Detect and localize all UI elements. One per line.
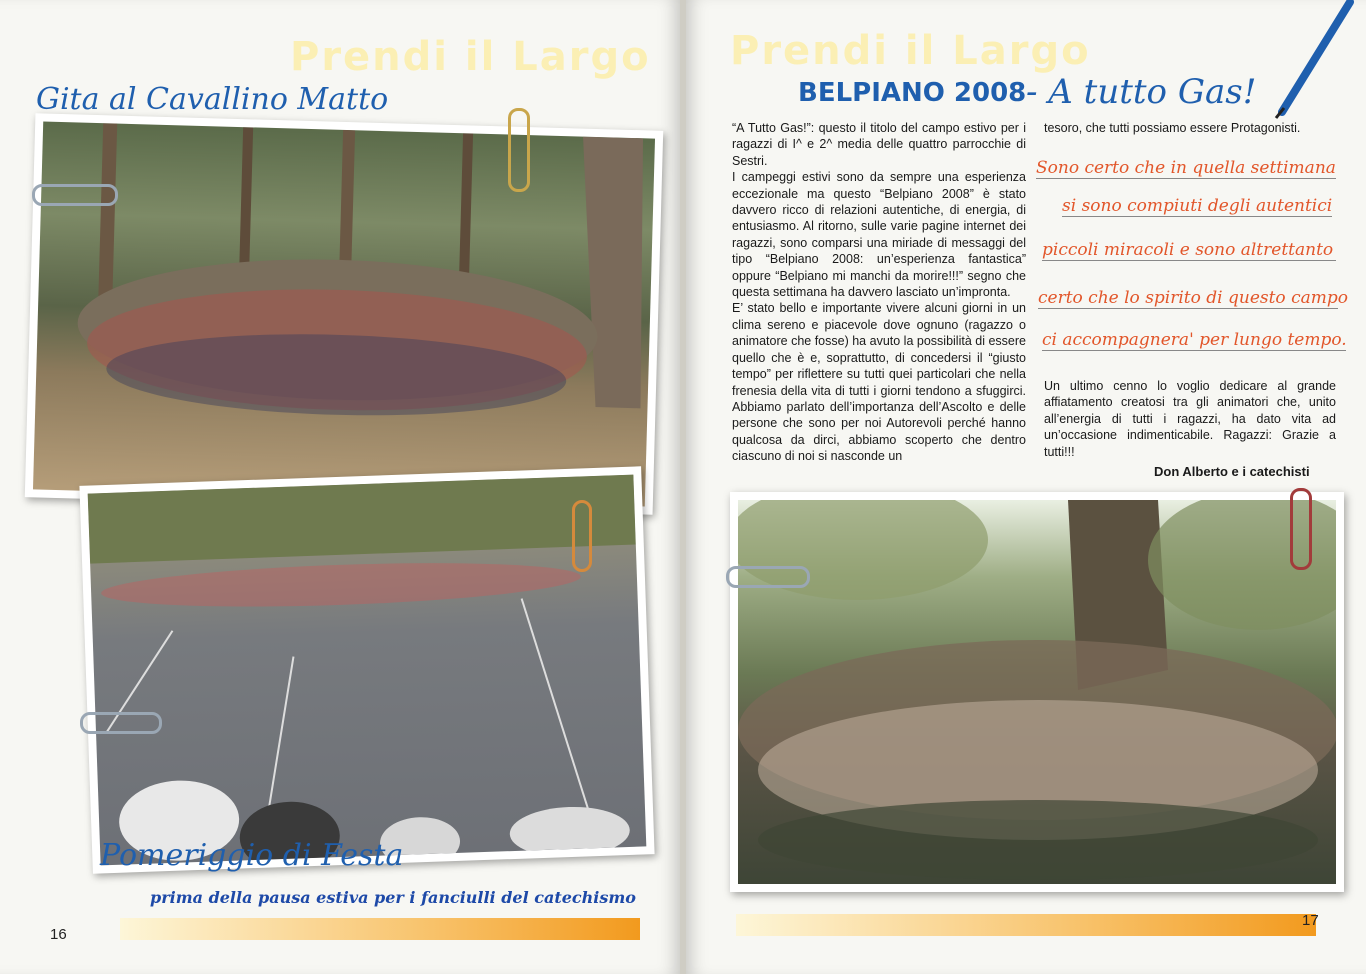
article-heading-script: - A tutto Gas! — [1026, 72, 1257, 112]
tree-illustration — [738, 500, 1336, 884]
page-number: 16 — [50, 926, 67, 943]
forest-illustration — [33, 122, 655, 507]
paragraph: I campeggi estivi sono da sempre una esperienza eccezionale ma questo “Belpiano 2008” è stato davvero ricco di relazioni autentiche, di energia, di entusiasmo. Al ritorno, sulle varie pagine internet dei ragazzi, sono comparsi una miriade di messaggi del tipo “Belpiano 2008: un’esperienza fantastica” oppure “Belpiano mi manchi da morire!!!” segno che questa settimana ha davvero lasciato un’impronta. — [732, 170, 1026, 300]
quote-line: ci accompagnera' per lungo tempo. — [1042, 330, 1347, 350]
paragraph: tesoro, che tutti possiamo essere Protagonisti. — [1044, 121, 1301, 135]
footer-bar — [120, 918, 640, 940]
paragraph: Un ultimo cenno lo voglio dedicare al grande affiatamento creatosi tra gli animatori che, unito all’energia di tutti i ragazzi, ha dato vita ad un’occasione indimenticabile. Ragazzi: Grazie a tutti!!! — [1044, 379, 1336, 459]
article-column-1 — [732, 120, 1026, 465]
article-column-2-intro — [1044, 120, 1344, 136]
courtyard-illustration — [88, 475, 647, 866]
article-signature: Don Alberto e i catechisti — [1154, 464, 1310, 479]
paperclip-icon — [572, 500, 592, 572]
photo-tree-group — [730, 492, 1344, 892]
photo-forest-group — [25, 113, 663, 514]
article-heading: BELPIANO 2008 — [798, 78, 1027, 108]
page-number: 17 — [1302, 912, 1319, 929]
pen-icon — [1270, 0, 1360, 120]
paperclip-icon — [32, 184, 118, 206]
right-watermark: Prendi il Largo — [730, 28, 1091, 74]
paperclip-icon — [726, 566, 810, 588]
left-page — [0, 0, 680, 974]
paragraph: E’ stato bello e importante vivere alcuni giorni in un clima sereno e piacevole dove ognuno (ragazzo o animatore che fosse) ha avuto la possibilità di essere quello che è e, soprattutto, di concedersi il “giusto tempo” per riflettere su tutti quei particolari che nella frenesia della vita di tutti i giorni tendono a sfuggirci. Abbiamo parlato dell’importanza dell’Ascolto e delle persone che sono per noi Autorevoli perché hanno qualcosa da dirci, abbiamo scoperto che dentro ciascuno di noi si nasconde un — [732, 301, 1026, 464]
paperclip-icon — [1290, 488, 1312, 570]
quote-line: Sono certo che in quella settimana — [1036, 158, 1336, 178]
left-watermark: Prendi il Largo — [290, 34, 651, 80]
caption-subtitle: prima della pausa estiva per i fanciulli del catechismo — [150, 888, 636, 907]
article-column-2-outro — [1044, 378, 1336, 460]
paperclip-icon — [80, 712, 162, 734]
paperclip-icon — [508, 108, 530, 192]
left-title: Gita al Cavallino Matto — [36, 82, 389, 117]
quote-line: piccoli miracoli e sono altrettanto — [1042, 240, 1336, 261]
quote-line: certo che lo spirito di questo campo — [1038, 288, 1348, 308]
footer-bar — [736, 914, 1316, 936]
photo-courtyard-party — [79, 466, 654, 873]
caption-title: Pomeriggio di Festa — [100, 838, 404, 873]
quote-line: si sono compiuti degli autentici — [1062, 196, 1333, 216]
paragraph: “A Tutto Gas!”: questo il titolo del campo estivo per i ragazzi di I^ e 2^ media delle quattro parrocchie di Sestri. — [732, 121, 1026, 168]
right-page — [686, 0, 1366, 974]
